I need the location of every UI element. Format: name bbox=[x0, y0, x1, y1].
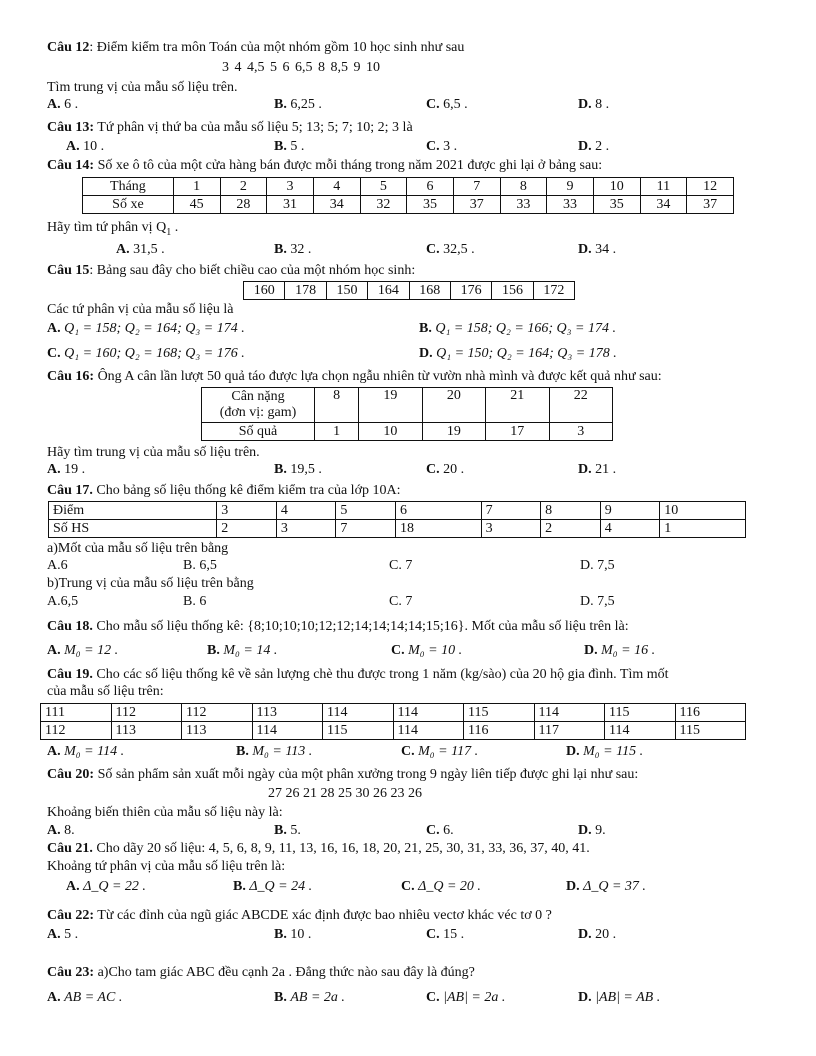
table-cell: 37 bbox=[687, 196, 734, 214]
table-cell: 8 bbox=[541, 502, 601, 520]
q16-row-count bbox=[202, 423, 613, 441]
q22-heading: Câu 22: bbox=[47, 908, 95, 923]
q14-heading: Câu 14: bbox=[47, 158, 95, 173]
q20-option-c[interactable]: C. 6. bbox=[426, 823, 454, 838]
table-cell: 11 bbox=[640, 178, 687, 196]
q14-line bbox=[47, 158, 602, 174]
q12-heading: Câu 12 bbox=[47, 40, 90, 55]
q19-text: Cho các số liệu thống kê về sản lượng chè thu được trong 1 năm (kg/sào) của 20 hộ gia đình. Tìm mốt bbox=[92, 667, 669, 682]
table-cell: 4 bbox=[276, 502, 336, 520]
q14-row-month bbox=[83, 178, 734, 196]
table-cell: Số quả bbox=[202, 423, 315, 441]
q22-option-a[interactable]: A. 5 . bbox=[47, 927, 79, 942]
q22-line bbox=[47, 908, 552, 924]
q19-row-1 bbox=[41, 704, 746, 722]
table-cell: 176 bbox=[450, 282, 491, 300]
table-cell: 19 bbox=[422, 423, 485, 441]
table-cell: 35 bbox=[593, 196, 640, 214]
q20-data: 27 26 21 28 25 30 26 23 26 bbox=[268, 786, 422, 801]
table-cell: 1 bbox=[173, 178, 220, 196]
q22-text: Từ các đỉnh của ngũ giác ABCDE xác định được bao nhiêu vectơ khác véc tơ 0 ? bbox=[94, 908, 552, 923]
table-cell: 115 bbox=[605, 704, 676, 722]
q20-option-a[interactable]: A. 8. bbox=[47, 823, 75, 838]
q16-option-d[interactable]: D. 21 . bbox=[578, 462, 617, 477]
q17-row-students bbox=[49, 520, 746, 538]
q20-ask: Khoảng biến thiên của mẫu số liệu này là: bbox=[47, 805, 283, 820]
table-cell: 6 bbox=[395, 502, 481, 520]
q21-option-a[interactable]: A. Δ_Q = 22 . bbox=[66, 879, 146, 894]
table-cell: 2 bbox=[217, 520, 277, 538]
table-cell: 1 bbox=[660, 520, 746, 538]
q17b-option-b[interactable]: B. 6 bbox=[183, 594, 207, 609]
q19-table bbox=[40, 703, 746, 740]
table-cell: 111 bbox=[41, 704, 112, 722]
q16-weight-header: Cân nặng (đơn vị: gam) bbox=[202, 388, 315, 423]
table-cell: 2 bbox=[220, 178, 267, 196]
table-cell: 10 bbox=[359, 423, 422, 441]
table-cell: 17 bbox=[486, 423, 549, 441]
table-cell: 150 bbox=[326, 282, 367, 300]
table-cell: 33 bbox=[500, 196, 547, 214]
q13-text: Tứ phân vị thứ ba của mẫu số liệu 5; 13; 5; 7; 10; 2; 3 là bbox=[94, 120, 413, 135]
table-cell: 112 bbox=[111, 704, 182, 722]
q13-option-b[interactable]: B. 5 . bbox=[274, 139, 305, 154]
q13-heading: Câu 13: bbox=[47, 120, 95, 135]
table-cell: 22 bbox=[549, 388, 613, 423]
table-cell: 45 bbox=[173, 196, 220, 214]
table-cell: 114 bbox=[605, 722, 676, 740]
q18-line bbox=[47, 619, 629, 635]
q12-option-d[interactable]: D. 8 . bbox=[578, 97, 610, 112]
q22-option-b[interactable]: B. 10 . bbox=[274, 927, 312, 942]
q23-heading: Câu 23: bbox=[47, 965, 95, 980]
table-cell: 18 bbox=[395, 520, 481, 538]
q19-line bbox=[47, 667, 669, 683]
q12-text: : Điểm kiểm tra môn Toán của một nhóm gồm 10 học sinh như sau bbox=[89, 40, 465, 55]
table-cell: 12 bbox=[687, 178, 734, 196]
table-cell: 9 bbox=[547, 178, 594, 196]
q19-option-a[interactable]: A. M₀ = 114 . bbox=[47, 744, 125, 759]
table-cell: 28 bbox=[220, 196, 267, 214]
table-cell: 10 bbox=[660, 502, 746, 520]
q17-heading: Câu 17. bbox=[47, 483, 93, 498]
q20-option-b[interactable]: B. 5. bbox=[274, 823, 301, 838]
q12-option-a[interactable]: A. 6 . bbox=[47, 97, 79, 112]
table-cell: 112 bbox=[41, 722, 112, 740]
table-cell: 8 bbox=[500, 178, 547, 196]
table-cell: 116 bbox=[675, 704, 746, 722]
q14-option-b[interactable]: B. 32 . bbox=[274, 242, 312, 257]
table-cell: Số HS bbox=[49, 520, 217, 538]
q14-option-a[interactable]: A. 31,5 . bbox=[116, 242, 165, 257]
table-cell: 7 bbox=[453, 178, 500, 196]
q19-option-d[interactable]: D. M₀ = 115 . bbox=[566, 744, 644, 759]
q23-option-c[interactable]: C. |AB| = 2a . bbox=[426, 990, 506, 1005]
table-cell: 116 bbox=[464, 722, 535, 740]
table-cell: 8 bbox=[315, 388, 359, 423]
table-cell: 7 bbox=[481, 502, 541, 520]
table-cell: 3 bbox=[481, 520, 541, 538]
q19-heading: Câu 19. bbox=[47, 667, 93, 682]
q13-option-c[interactable]: C. 3 . bbox=[426, 139, 458, 154]
q22-option-d[interactable]: D. 20 . bbox=[578, 927, 617, 942]
q18-option-c[interactable]: C. M₀ = 10 . bbox=[391, 643, 463, 658]
q14-table bbox=[82, 177, 734, 214]
table-cell: 34 bbox=[313, 196, 360, 214]
q12-data: 3 4 4,5 5 6 6,5 8 8,5 9 10 bbox=[222, 60, 380, 75]
q16-option-c[interactable]: C. 20 . bbox=[426, 462, 465, 477]
q23-option-b[interactable]: B. AB = 2a . bbox=[274, 990, 345, 1005]
table-cell: 2 bbox=[541, 520, 601, 538]
q23-option-d[interactable]: D. |AB| = AB . bbox=[578, 990, 661, 1005]
table-cell: 164 bbox=[368, 282, 409, 300]
table-cell: 115 bbox=[323, 722, 394, 740]
table-cell: 112 bbox=[182, 704, 253, 722]
table-cell: 168 bbox=[409, 282, 450, 300]
q16-ask: Hãy tìm trung vị của mẫu số liệu trên. bbox=[47, 445, 260, 460]
q15-line bbox=[47, 263, 415, 279]
q13-option-a[interactable]: A. 10 . bbox=[66, 139, 105, 154]
q21-text: Cho dãy 20 số liệu: 4, 5, 6, 8, 9, 11, 13, 16, 16, 18, 20, 21, 25, 30, 31, 33, 36, 37, 40, 41. bbox=[92, 841, 590, 856]
q23-line bbox=[47, 965, 475, 981]
table-cell: 156 bbox=[492, 282, 533, 300]
q12-line bbox=[47, 40, 464, 56]
table-cell: 160 bbox=[244, 282, 285, 300]
q19-row-2 bbox=[41, 722, 746, 740]
q14-option-c[interactable]: C. 32,5 . bbox=[426, 242, 475, 257]
q21-option-c[interactable]: C. Δ_Q = 20 . bbox=[401, 879, 481, 894]
table-cell: 34 bbox=[640, 196, 687, 214]
q17-text: Cho bảng số liệu thống kê điểm kiểm tra của lớp 10A: bbox=[92, 483, 401, 498]
q16-text: Ông A cân lần lượt 50 quả táo được lựa chọn ngẫu nhiên từ vườn nhà mình và được kết quả như sau: bbox=[94, 369, 662, 384]
q16-line bbox=[47, 369, 662, 385]
table-cell: 3 bbox=[549, 423, 613, 441]
q19-text-2: của mẫu số liệu trên: bbox=[47, 684, 164, 699]
q23-option-a[interactable]: A. AB = AC . bbox=[47, 990, 123, 1005]
table-cell: 32 bbox=[360, 196, 407, 214]
table-cell: 3 bbox=[267, 178, 314, 196]
q17a-option-a[interactable]: A.6 bbox=[47, 558, 68, 573]
table-cell: Điểm bbox=[49, 502, 217, 520]
table-cell: 113 bbox=[111, 722, 182, 740]
table-cell: 172 bbox=[533, 282, 574, 300]
q20-heading: Câu 20: bbox=[47, 767, 95, 782]
table-cell: 113 bbox=[252, 704, 323, 722]
q16-row-weight bbox=[202, 388, 613, 423]
table-cell: 20 bbox=[422, 388, 485, 423]
q17-part-a: a)Mốt của mẫu số liệu trên bằng bbox=[47, 541, 229, 556]
q22-option-c[interactable]: C. 15 . bbox=[426, 927, 465, 942]
q17-table bbox=[48, 501, 746, 538]
table-cell: 113 bbox=[182, 722, 253, 740]
table-cell: 35 bbox=[407, 196, 454, 214]
q17-row-score bbox=[49, 502, 746, 520]
q15-table bbox=[243, 281, 575, 300]
table-cell: 10 bbox=[593, 178, 640, 196]
table-cell: 33 bbox=[547, 196, 594, 214]
q16-table bbox=[201, 387, 613, 441]
table-cell: 114 bbox=[323, 704, 394, 722]
table-cell: 4 bbox=[313, 178, 360, 196]
q15-option-a[interactable]: A. Q₁ = 158; Q₂ = 164; Q₃ = 174 . bbox=[47, 321, 245, 336]
q19-option-c[interactable]: C. M₀ = 117 . bbox=[401, 744, 479, 759]
q21-ask: Khoảng tứ phân vị của mẫu số liệu trên là: bbox=[47, 859, 286, 874]
q15-heading: Câu 15 bbox=[47, 263, 90, 278]
table-cell: 178 bbox=[285, 282, 326, 300]
q20-option-d[interactable]: D. 9. bbox=[578, 823, 606, 838]
q15-ask: Các tứ phân vị của mẫu số liệu là bbox=[47, 302, 234, 317]
q13-option-d[interactable]: D. 2 . bbox=[578, 139, 610, 154]
q16-option-b[interactable]: B. 19,5 . bbox=[274, 462, 322, 477]
q15-text: : Bảng sau đây cho biết chiều cao của một nhóm học sinh: bbox=[89, 263, 416, 278]
q15-option-d[interactable]: D. Q₁ = 150; Q₂ = 164; Q₃ = 178 . bbox=[419, 346, 617, 361]
table-cell: 114 bbox=[393, 722, 464, 740]
q14-text: Số xe ô tô của một cửa hàng bán được mỗi tháng trong năm 2021 được ghi lại ở bảng sau: bbox=[94, 158, 603, 173]
table-cell: Tháng bbox=[83, 178, 174, 196]
q21-line bbox=[47, 841, 590, 857]
q21-option-d[interactable]: D. Δ_Q = 37 . bbox=[566, 879, 646, 894]
table-cell: 114 bbox=[393, 704, 464, 722]
q21-heading: Câu 21. bbox=[47, 841, 93, 856]
table-cell: 3 bbox=[276, 520, 336, 538]
q17a-option-b[interactable]: B. 6,5 bbox=[183, 558, 217, 573]
table-cell: 4 bbox=[600, 520, 660, 538]
table-cell: 115 bbox=[464, 704, 535, 722]
q18-option-b[interactable]: B. M₀ = 14 . bbox=[207, 643, 278, 658]
q19-option-b[interactable]: B. M₀ = 113 . bbox=[236, 744, 313, 759]
table-cell: 21 bbox=[486, 388, 549, 423]
table-cell: 5 bbox=[336, 502, 396, 520]
table-cell: 31 bbox=[267, 196, 314, 214]
q12-option-b[interactable]: B. 6,25 . bbox=[274, 97, 322, 112]
table-cell: 114 bbox=[534, 704, 605, 722]
q17b-option-d[interactable]: D. 7,5 bbox=[580, 594, 615, 609]
q16-heading: Câu 16: bbox=[47, 369, 95, 384]
table-cell: 6 bbox=[407, 178, 454, 196]
q14-row-cars bbox=[83, 196, 734, 214]
q13-line bbox=[47, 120, 413, 136]
table-cell: Số xe bbox=[83, 196, 174, 214]
table-cell: 9 bbox=[600, 502, 660, 520]
q20-text: Số sản phẩm sản xuất mỗi ngày của một phân xưởng trong 9 ngày liên tiếp được ghi lại như sau: bbox=[94, 767, 639, 782]
q15-option-b[interactable]: B. Q₁ = 158; Q₂ = 166; Q₃ = 174 . bbox=[419, 321, 616, 336]
q18-text: Cho mẫu số liệu thống kê: {8;10;10;10;12;12;14;14;14;14;15;16}. Mốt của mẫu số liệu trên là: bbox=[92, 619, 629, 634]
q12-option-c[interactable]: C. 6,5 . bbox=[426, 97, 468, 112]
table-cell: 115 bbox=[675, 722, 746, 740]
q17b-option-c[interactable]: C. 7 bbox=[389, 594, 413, 609]
q17b-option-a[interactable]: A.6,5 bbox=[47, 594, 79, 609]
q15-option-c[interactable]: C. Q₁ = 160; Q₂ = 168; Q₃ = 176 . bbox=[47, 346, 245, 361]
q23-text: a)Cho tam giác ABC đều cạnh 2a . Đẳng thức nào sau đây là đúng? bbox=[94, 965, 475, 980]
q20-line bbox=[47, 767, 638, 783]
q17-line bbox=[47, 483, 400, 499]
table-cell: 3 bbox=[217, 502, 277, 520]
table-cell: 37 bbox=[453, 196, 500, 214]
table-cell: 114 bbox=[252, 722, 323, 740]
q21-option-b[interactable]: B. Δ_Q = 24 . bbox=[233, 879, 313, 894]
table-cell: 7 bbox=[336, 520, 396, 538]
q17-part-b: b)Trung vị của mẫu số liệu trên bằng bbox=[47, 576, 254, 591]
q14-ask: Hãy tìm tứ phân vị $Q_1$ . bbox=[47, 220, 179, 238]
table-cell: 19 bbox=[359, 388, 422, 423]
q16-option-a[interactable]: A. 19 . bbox=[47, 462, 86, 477]
q18-option-d[interactable]: D. M₀ = 16 . bbox=[584, 643, 656, 658]
q18-heading: Câu 18. bbox=[47, 619, 93, 634]
q14-option-d[interactable]: D. 34 . bbox=[578, 242, 617, 257]
q17a-option-d[interactable]: D. 7,5 bbox=[580, 558, 615, 573]
q18-option-a[interactable]: A. M₀ = 12 . bbox=[47, 643, 119, 658]
table-cell: 117 bbox=[534, 722, 605, 740]
table-cell: 5 bbox=[360, 178, 407, 196]
table-cell: 1 bbox=[315, 423, 359, 441]
q12-ask: Tìm trung vị của mẫu số liệu trên. bbox=[47, 80, 238, 95]
q17a-option-c[interactable]: C. 7 bbox=[389, 558, 413, 573]
q15-row-heights bbox=[244, 282, 575, 300]
